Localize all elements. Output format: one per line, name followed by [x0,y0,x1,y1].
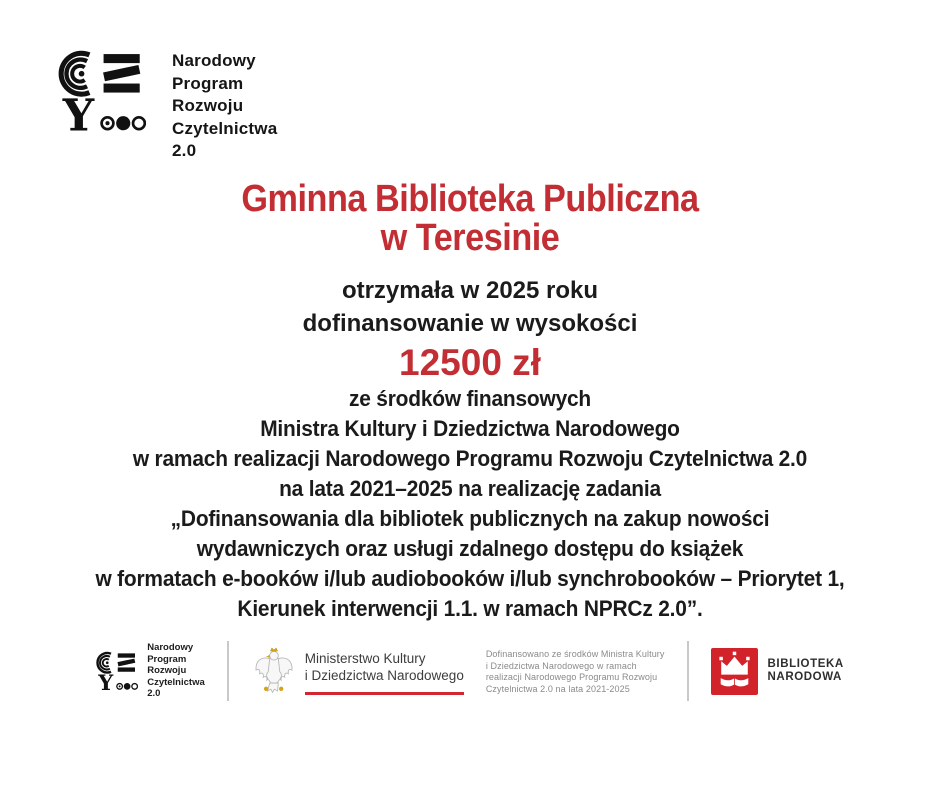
body-line: Kierunek interwencji 1.1. w ramach NPRCz 2.0”. [237,596,703,621]
ministry-name [305,645,464,684]
body-line: „Dofinansowania dla bibliotek publicznych na zakup nowości [170,506,770,531]
ministry-text-block [305,645,464,695]
national-library-name [768,658,844,685]
nprcz-footer-line: 2.0 [147,688,161,700]
nprcz-footer-text [147,642,205,700]
page-title [47,180,893,258]
ministry-name-line-1: Ministerstwo Kultury [304,651,426,666]
ministry-name-line-2: i Dziedzictwa Narodowego [304,667,464,683]
funding-note-line: realizacji Narodowego Programu Rozwoju [485,672,658,682]
funding-note-line: Dofinansowano ze środków Ministra Kultury [485,649,665,659]
nprcz-footer-line: Rozwoju [147,665,187,677]
nprcz-footer-line: Narodowy [147,642,194,654]
body-line: wydawniczych oraz usługi zdalnego dostępu do książek [196,536,744,561]
nprcz-logo-line: Rozwoju [172,96,244,115]
nprcz-footer-line: Czytelnictwa [147,676,205,688]
nprcz-logo-footer [96,642,205,700]
svg-text:Y: Y [98,669,114,694]
body-line: w ramach realizacji Narodowego Programu Rozwoju Czytelnictwa 2.0 [132,446,808,471]
subtitle-line-1: otrzymała w 2025 roku [341,277,599,304]
footer-divider [687,641,689,701]
title-line-2: w Teresinie [380,217,560,259]
body-paragraph [24,384,917,624]
body-line: ze środków finansowych [348,386,592,411]
national-library-line-2: NARODOWA [767,671,842,683]
nprcz-czy-mark-icon [96,648,138,694]
body-line: w formatach e-booków i/lub audiobooków i/lub synchrobooków – Priorytet 1, [95,566,845,591]
title-line-1: Gminna Biblioteka Publiczna [241,178,699,220]
crown-book-icon [711,648,758,695]
footer-logo-strip [0,641,940,701]
ministry-logo [251,641,464,701]
grant-amount: 12500 zł [399,342,541,383]
nprcz-logo-line: Program [172,73,244,93]
nprcz-logo-line: 2.0 [172,141,197,160]
footer-divider [227,641,229,701]
nprcz-logo-line: Czytelnictwa [172,118,278,138]
svg-text:Y: Y [62,90,95,138]
national-library-logo [711,648,844,695]
body-line: Ministra Kultury i Dziedzictwa Narodowego [260,416,680,441]
subtitle-line-2: dofinansowanie w wysokości [302,310,638,337]
funding-note [486,647,665,695]
national-library-line-1: BIBLIOTEKA [767,657,844,670]
ministry-red-underline [305,692,464,695]
subtitle [0,274,940,340]
body-line: na lata 2021–2025 na realizację zadania [279,476,661,501]
nprcz-logo-line: Narodowy [172,51,256,70]
funding-note-line: Czytelnictwa 2.0 na lata 2021-2025 [485,683,630,694]
nprcz-footer-line: Program [147,653,187,665]
polish-eagle-emblem-icon [251,645,297,701]
funding-note-line: i Dziedzictwa Narodowego w ramach [485,660,637,671]
